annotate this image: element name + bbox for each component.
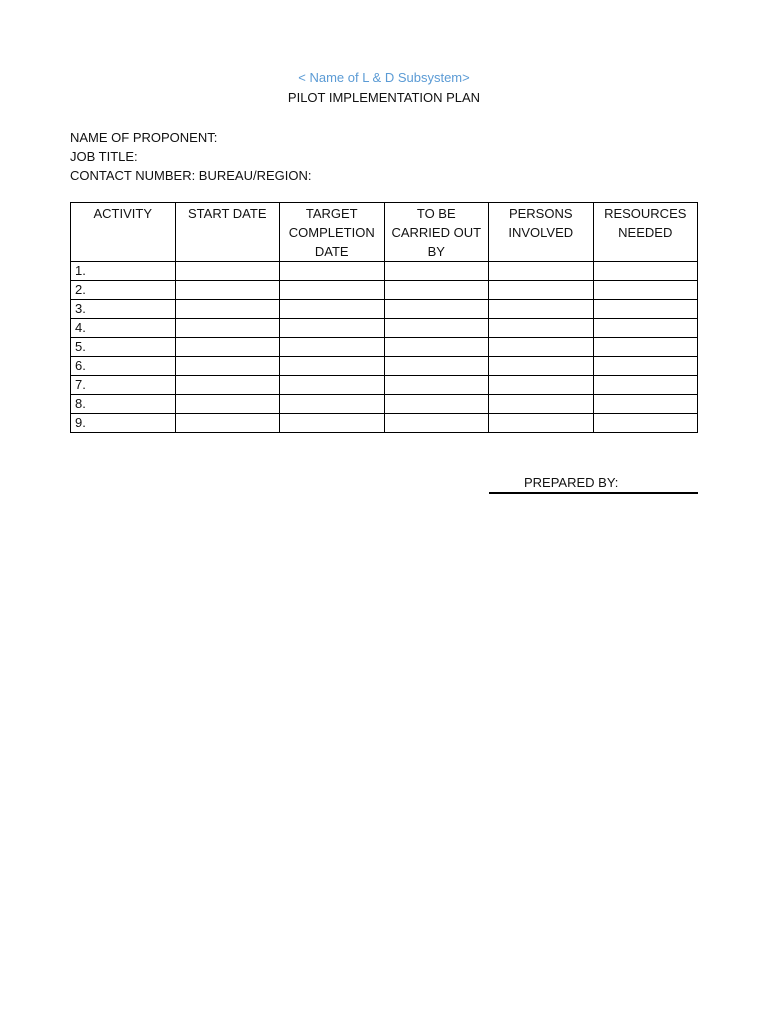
- row-number-cell[interactable]: 2.: [71, 281, 176, 300]
- table-cell[interactable]: [175, 357, 280, 376]
- prepared-by-label: PREPARED BY:: [524, 475, 619, 490]
- table-cell[interactable]: [175, 414, 280, 433]
- table-cell[interactable]: [175, 395, 280, 414]
- table-cell[interactable]: [175, 376, 280, 395]
- job-title-label: JOB TITLE:: [70, 149, 138, 164]
- table-cell[interactable]: [280, 262, 385, 281]
- implementation-plan-table: [70, 202, 698, 433]
- table-cell[interactable]: [280, 300, 385, 319]
- column-header-activity: ACTIVITY: [71, 203, 176, 262]
- row-number-cell[interactable]: 6.: [71, 357, 176, 376]
- table-cell[interactable]: [280, 281, 385, 300]
- table-cell[interactable]: [175, 319, 280, 338]
- table-row: [71, 281, 698, 300]
- table-cell[interactable]: [489, 414, 594, 433]
- table-cell[interactable]: [489, 395, 594, 414]
- table-cell[interactable]: [280, 376, 385, 395]
- row-number-cell[interactable]: 4.: [71, 319, 176, 338]
- proponent-fields: [70, 128, 311, 185]
- row-number-cell[interactable]: 7.: [71, 376, 176, 395]
- table-row: [71, 262, 698, 281]
- row-number-cell[interactable]: 9.: [71, 414, 176, 433]
- table-row: [71, 395, 698, 414]
- table-cell[interactable]: [593, 262, 698, 281]
- table-cell[interactable]: [384, 338, 489, 357]
- table-row: [71, 376, 698, 395]
- table-cell[interactable]: [384, 395, 489, 414]
- table-cell[interactable]: [175, 300, 280, 319]
- table-cell[interactable]: [489, 300, 594, 319]
- table-cell[interactable]: [384, 414, 489, 433]
- table-cell[interactable]: [593, 357, 698, 376]
- table-header-row: [71, 203, 698, 262]
- table-cell[interactable]: [384, 281, 489, 300]
- table-cell[interactable]: [280, 338, 385, 357]
- row-number-cell[interactable]: 1.: [71, 262, 176, 281]
- subsystem-name-placeholder: < Name of L & D Subsystem>: [298, 70, 470, 85]
- table-cell[interactable]: [489, 338, 594, 357]
- table-cell[interactable]: [384, 300, 489, 319]
- table-row: [71, 319, 698, 338]
- table-cell[interactable]: [593, 376, 698, 395]
- table-cell[interactable]: [384, 319, 489, 338]
- table-cell[interactable]: [489, 281, 594, 300]
- document-title: PILOT IMPLEMENTATION PLAN: [287, 90, 481, 105]
- row-number-cell[interactable]: 3.: [71, 300, 176, 319]
- column-header-target-completion-date: TARGET COMPLETION DATE: [280, 203, 385, 262]
- proponent-name-label: NAME OF PROPONENT:: [70, 130, 218, 145]
- table-cell[interactable]: [175, 262, 280, 281]
- table-cell[interactable]: [384, 357, 489, 376]
- column-header-persons-involved: PERSONS INVOLVED: [489, 203, 594, 262]
- table-cell[interactable]: [593, 319, 698, 338]
- table-cell[interactable]: [593, 281, 698, 300]
- table-cell[interactable]: [489, 357, 594, 376]
- column-header-carried-out-by: TO BE CARRIED OUT BY: [384, 203, 489, 262]
- table-cell[interactable]: [593, 395, 698, 414]
- table-row: [71, 338, 698, 357]
- contact-number-label: CONTACT NUMBER: BUREAU/REGION:: [70, 168, 312, 183]
- table-body: [71, 262, 698, 433]
- table-cell[interactable]: [280, 319, 385, 338]
- row-number-cell[interactable]: 5.: [71, 338, 176, 357]
- table-cell[interactable]: [489, 262, 594, 281]
- table-cell[interactable]: [384, 262, 489, 281]
- table-cell[interactable]: [489, 376, 594, 395]
- table-row: [71, 300, 698, 319]
- row-number-cell[interactable]: 8.: [71, 395, 176, 414]
- table-cell[interactable]: [175, 338, 280, 357]
- table-row: [71, 357, 698, 376]
- table-cell[interactable]: [280, 395, 385, 414]
- table-cell[interactable]: [593, 414, 698, 433]
- signature-line: [489, 492, 698, 494]
- table-cell[interactable]: [280, 357, 385, 376]
- column-header-resources-needed: RESOURCES NEEDED: [593, 203, 698, 262]
- table-cell[interactable]: [384, 376, 489, 395]
- table-cell[interactable]: [489, 319, 594, 338]
- table-row: [71, 414, 698, 433]
- table-cell[interactable]: [175, 281, 280, 300]
- table-cell[interactable]: [593, 338, 698, 357]
- table-cell[interactable]: [593, 300, 698, 319]
- column-header-start-date: START DATE: [175, 203, 280, 262]
- table-cell[interactable]: [280, 414, 385, 433]
